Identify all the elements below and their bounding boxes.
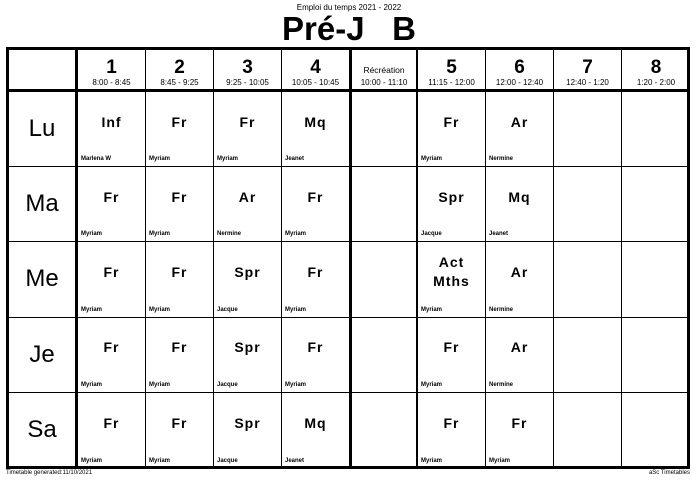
subject-label: Fr	[307, 339, 324, 356]
period-header	[554, 50, 622, 92]
subject-label: Inf	[101, 113, 122, 130]
subject-label: Fr	[103, 339, 120, 356]
day-cell	[9, 318, 78, 393]
teacher-name: Myriam	[285, 381, 307, 388]
subject-label: Ar	[510, 263, 529, 280]
lesson-cell	[486, 167, 554, 242]
teacher-name: Myriam	[489, 457, 511, 464]
period-time: 9:25 - 10:05	[226, 78, 269, 87]
subject-label: Spr	[234, 414, 261, 431]
generated-footer: Timetable generated:11/10/2021	[6, 470, 93, 476]
period-number: 4	[310, 57, 321, 78]
break-cell	[350, 393, 418, 468]
teacher-name: Myriam	[421, 156, 443, 163]
period-time: 8:00 - 8:45	[92, 78, 131, 87]
period-header	[282, 50, 350, 92]
lesson-cell	[78, 167, 146, 242]
day-label: Sa	[27, 416, 57, 444]
period-header	[214, 50, 282, 92]
empty-cell	[622, 393, 690, 468]
subject-label: Fr	[103, 414, 120, 431]
period-number: 1	[106, 57, 117, 78]
empty-cell	[554, 318, 622, 393]
lesson-cell	[282, 92, 350, 167]
period-time: 11:15 - 12:00	[428, 78, 475, 87]
break-header	[350, 50, 418, 92]
lesson-cell	[486, 242, 554, 317]
period-number: 2	[174, 57, 185, 78]
subject-label: Fr	[443, 113, 460, 130]
lesson-cell	[146, 393, 214, 468]
lesson-cell	[146, 242, 214, 317]
day-cell	[9, 393, 78, 468]
break-time: 10:00 - 11:10	[360, 78, 408, 87]
teacher-name: Jeanet	[285, 457, 305, 464]
empty-cell	[622, 318, 690, 393]
subject-label: Act Mths	[433, 254, 470, 290]
subject-label: Spr	[234, 263, 261, 280]
day-cell	[9, 242, 78, 317]
teacher-name: Nermine	[489, 156, 514, 163]
lesson-cell	[146, 167, 214, 242]
lesson-cell	[418, 393, 486, 468]
teacher-name: Myriam	[81, 381, 103, 388]
lesson-cell	[78, 92, 146, 167]
lesson-cell	[282, 167, 350, 242]
break-cell	[350, 318, 418, 393]
subject-label: Fr	[511, 414, 528, 431]
lesson-cell	[78, 393, 146, 468]
day-label: Lu	[28, 115, 56, 143]
teacher-name: Myriam	[81, 231, 103, 238]
lesson-cell	[418, 92, 486, 167]
lesson-cell	[214, 167, 282, 242]
period-time: 12:00 - 12:40	[495, 78, 544, 87]
teacher-name: Myriam	[285, 231, 307, 238]
lesson-cell	[486, 318, 554, 393]
teacher-name: Nermine	[489, 381, 514, 388]
teacher-name: Myriam	[81, 306, 103, 313]
lesson-cell	[146, 318, 214, 393]
teacher-name: Jacque	[421, 231, 442, 238]
corner-cell	[9, 50, 78, 92]
period-time: 1:20 - 2:00	[636, 78, 676, 87]
teacher-name: Myriam	[421, 457, 443, 464]
teacher-name: Marlena W	[81, 156, 112, 163]
day-label: Je	[29, 340, 55, 368]
timetable-subtitle: Emploi du temps 2021 - 2022	[296, 3, 402, 12]
teacher-name: Jacque	[217, 306, 238, 313]
empty-cell	[554, 393, 622, 468]
subject-label: Fr	[171, 339, 188, 356]
subject-label: Ar	[510, 113, 529, 130]
break-cell	[350, 242, 418, 317]
lesson-cell	[486, 393, 554, 468]
break-cell	[350, 92, 418, 167]
teacher-name: Jacque	[217, 457, 238, 464]
lesson-cell	[146, 92, 214, 167]
period-time: 8:45 - 9:25	[160, 78, 199, 87]
period-number: 7	[582, 57, 593, 78]
subject-label: Fr	[307, 188, 324, 205]
subject-label: Spr	[438, 188, 465, 205]
empty-cell	[622, 167, 690, 242]
period-header	[622, 50, 690, 92]
period-number: 8	[650, 57, 662, 78]
lesson-cell	[486, 92, 554, 167]
period-header	[418, 50, 486, 92]
timetable-grid	[6, 47, 690, 469]
day-cell	[9, 92, 78, 167]
subject-label: Ar	[238, 188, 257, 205]
lesson-cell	[214, 92, 282, 167]
teacher-name: Nermine	[489, 306, 514, 313]
teacher-name: Myriam	[149, 381, 171, 388]
subject-label: Mq	[508, 188, 531, 205]
subject-label: Fr	[443, 414, 460, 431]
subject-label: Mq	[304, 113, 327, 130]
period-number: 6	[514, 57, 525, 78]
period-time: 12:40 - 1:20	[566, 78, 609, 87]
break-label: Récréation	[363, 65, 405, 75]
subject-label: Mq	[304, 414, 327, 431]
teacher-name: Myriam	[421, 381, 443, 388]
period-header	[486, 50, 554, 92]
day-label: Me	[25, 265, 59, 293]
subject-label: Fr	[103, 188, 120, 205]
class-title: Pré-J B	[282, 10, 416, 47]
lesson-cell	[418, 242, 486, 317]
teacher-name: Myriam	[149, 231, 171, 238]
empty-cell	[554, 242, 622, 317]
subject-label: Fr	[103, 263, 120, 280]
period-header	[146, 50, 214, 92]
lesson-cell	[418, 318, 486, 393]
empty-cell	[554, 167, 622, 242]
teacher-name: Myriam	[421, 306, 443, 313]
teacher-name: Jeanet	[285, 156, 305, 163]
subject-label: Fr	[171, 263, 188, 280]
period-number: 3	[242, 57, 253, 78]
period-number: 5	[446, 57, 457, 78]
break-cell	[350, 167, 418, 242]
teacher-name: Nermine	[217, 231, 242, 238]
empty-cell	[622, 242, 690, 317]
teacher-name: Myriam	[149, 306, 171, 313]
empty-cell	[554, 92, 622, 167]
subject-label: Fr	[171, 188, 188, 205]
empty-cell	[622, 92, 690, 167]
lesson-cell	[282, 242, 350, 317]
teacher-name: Myriam	[81, 457, 103, 464]
teacher-name: Myriam	[285, 306, 307, 313]
subject-label: Fr	[307, 263, 324, 280]
lesson-cell	[282, 318, 350, 393]
lesson-cell	[214, 318, 282, 393]
day-cell	[9, 167, 78, 242]
lesson-cell	[214, 242, 282, 317]
period-header	[78, 50, 146, 92]
teacher-name: Myriam	[149, 156, 171, 163]
lesson-cell	[214, 393, 282, 468]
day-label: Ma	[25, 190, 59, 218]
subject-label: Ar	[510, 339, 529, 356]
subject-label: Fr	[443, 339, 460, 356]
lesson-cell	[418, 167, 486, 242]
lesson-cell	[282, 393, 350, 468]
subject-label: Fr	[171, 414, 188, 431]
subject-label: Fr	[171, 113, 188, 130]
teacher-name: Myriam	[149, 457, 171, 464]
teacher-name: Jacque	[217, 381, 238, 388]
period-time: 10:05 - 10:45	[291, 78, 340, 87]
teacher-name: Jeanet	[489, 231, 509, 238]
lesson-cell	[78, 318, 146, 393]
software-footer: aSc Timetables	[648, 470, 690, 476]
subject-label: Spr	[234, 339, 261, 356]
subject-label: Fr	[239, 113, 256, 130]
teacher-name: Myriam	[217, 156, 239, 163]
lesson-cell	[78, 242, 146, 317]
